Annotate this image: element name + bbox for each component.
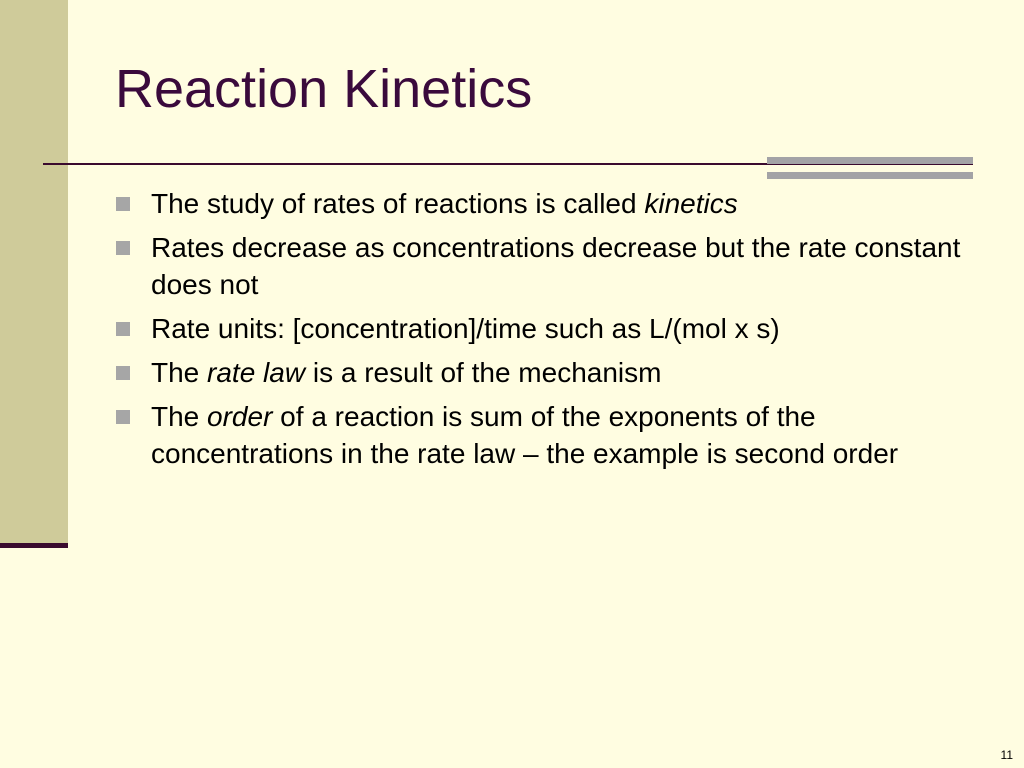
bullet-list [114, 185, 974, 479]
side-band [0, 0, 68, 545]
bullet-text: Rate units: [concentration]/time such as L/(mol x s) [151, 313, 780, 344]
square-bullet-icon [116, 410, 130, 424]
title-divider-accent [767, 157, 973, 179]
bullet-text-after: of a reaction is sum of the exponents of the concentrations in the rate law – the example is second order [151, 401, 899, 469]
bullet-emphasis: rate law [207, 357, 306, 388]
square-bullet-icon [116, 241, 130, 255]
bullet-emphasis: order [207, 401, 273, 432]
bullet-item [114, 354, 974, 391]
bullet-text-after: is a result of the mechanism [305, 357, 662, 388]
square-bullet-icon [116, 197, 130, 211]
bullet-item [114, 310, 974, 347]
bullet-item [114, 185, 974, 222]
square-bullet-icon [116, 322, 130, 336]
slide-number: 11 [1000, 748, 1013, 762]
bullet-text: The [151, 401, 208, 432]
bullet-emphasis: kinetics [644, 188, 738, 219]
accent-bar-top [767, 157, 973, 164]
side-band-rule [0, 543, 68, 548]
square-bullet-icon [116, 366, 130, 380]
bullet-text: The [151, 357, 208, 388]
accent-bar-bottom [767, 172, 973, 179]
bullet-item [114, 229, 974, 303]
bullet-text: Rates decrease as concentrations decrease but the rate constant does not [151, 232, 961, 300]
bullet-item [114, 398, 974, 472]
slide-title: Reaction Kinetics [115, 59, 533, 119]
bullet-text: The study of rates of reactions is called [151, 188, 645, 219]
